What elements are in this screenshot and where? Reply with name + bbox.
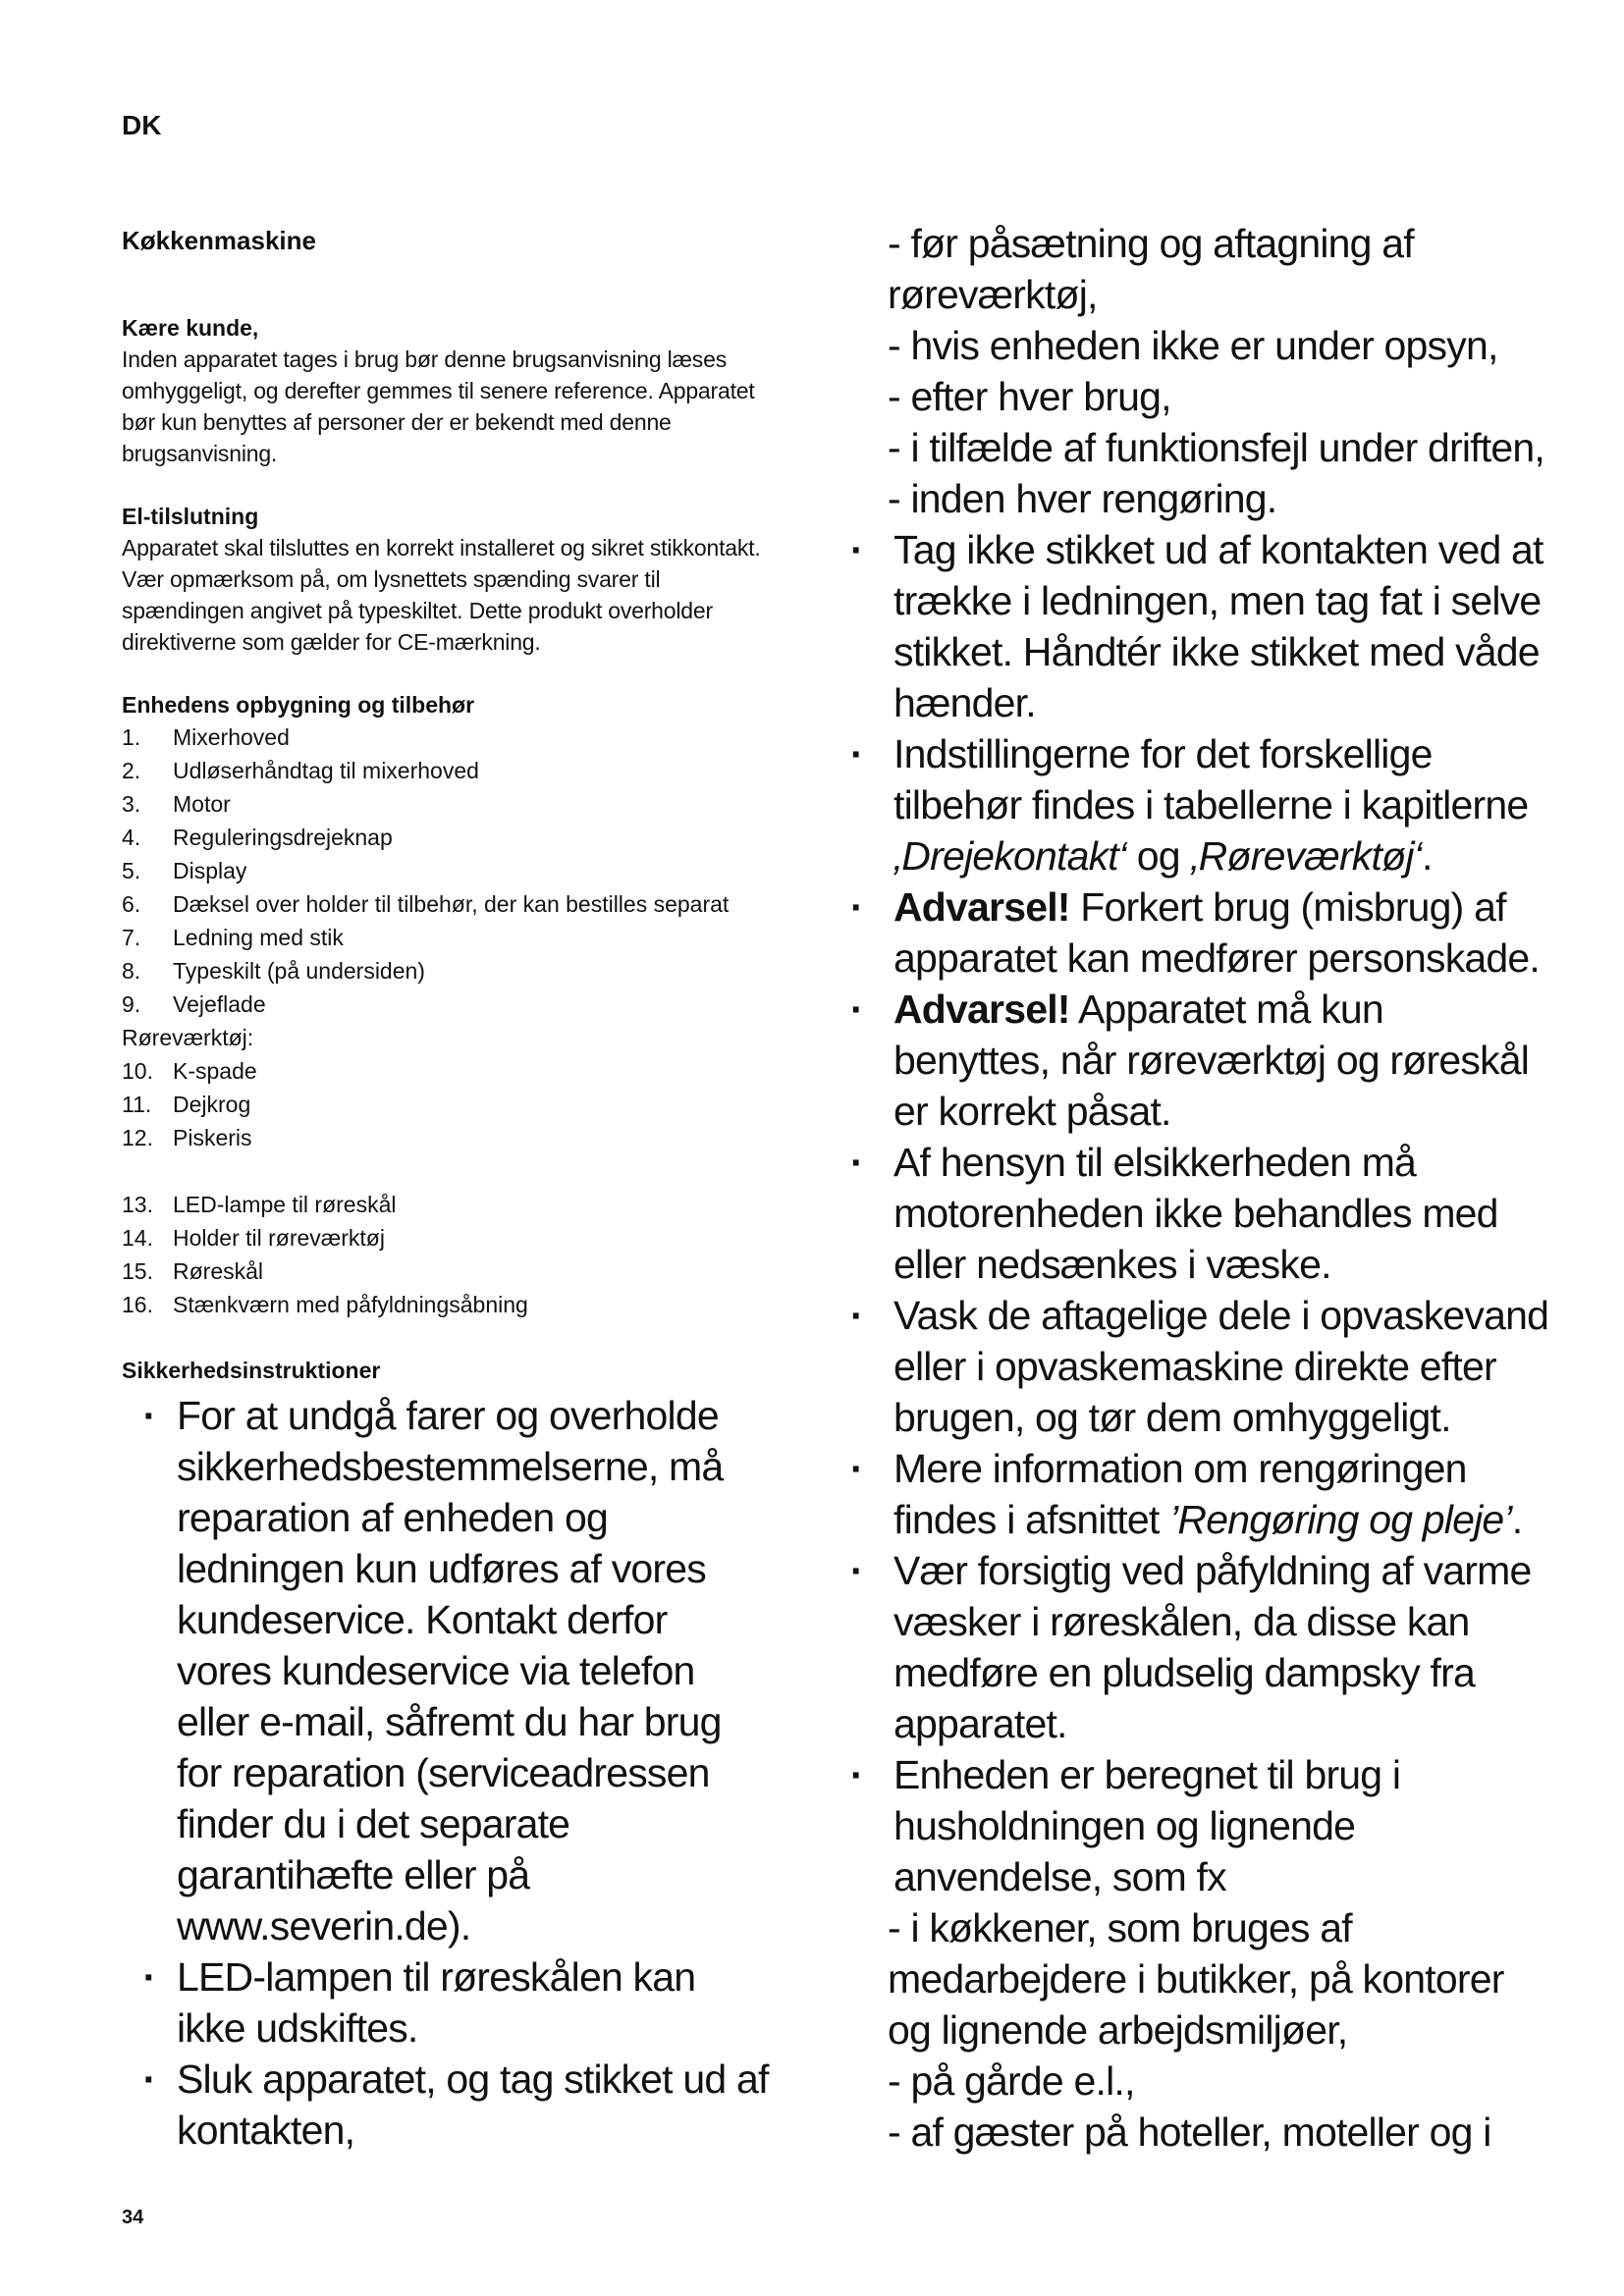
safety-bullet [842,984,1549,1137]
list-item [122,1054,770,1088]
list-item [122,1188,770,1221]
electrical-text-2: Vær opmærksom på, om lysnettets spænding svarer til spændingen angivet på typeskiltet. Dette produkt overholder direktiverne som gælder for CE-mærkning. [122,566,713,655]
bullet-icon: · [850,1140,863,1185]
page-number: 34 [122,2207,144,2228]
parts-list [122,721,770,1021]
item-number: 6. [122,891,141,917]
list-item [122,754,770,787]
bullet-icon: · [850,1752,863,1797]
sub-item: - i tilfælde af funktionsfejl under driften, [888,425,1544,470]
list-item [122,954,770,988]
safety-bullet [842,524,1549,728]
item-number: 1. [122,724,141,750]
bullet-text: Sluk apparatet, og tag stikket ud af kontakten, [177,2056,769,2153]
bullet-icon: · [850,527,863,572]
sub-item: - af gæster på hoteller, moteller og i [888,2109,1491,2155]
safety-bullet [842,1137,1549,1290]
list-item [122,887,770,921]
page-title: Køkkenmaskine [122,226,316,255]
bullet-text: LED-lampen til røreskålen kan ikke udskiftes. [177,1954,696,2051]
warning-label: Advarsel! [893,884,1070,930]
item-number: 8. [122,958,141,984]
tools-label: Røreværktøj: [122,1025,254,1050]
right-column [842,218,1549,2158]
item-text: Reguleringsdrejeknap [173,825,393,850]
electrical-text-1: Apparatet skal tilsluttes en korrekt installeret og sikret stikkontakt. [122,535,761,561]
item-number: 12. [122,1125,153,1150]
item-text: Piskeris [173,1125,252,1150]
bullet-text: Vask de aftagelige dele i opvaskevand eller i opvaskemaskine direkte efter brugen, og tør dem omhyggeligt. [893,1293,1549,1440]
item-text: Ledning med stik [173,925,344,950]
bullet-text: Enheden er beregnet til brug i husholdningen og lignende anvendelse, som fx [893,1752,1401,1899]
bullet-text: For at undgå farer og overholde sikkerhedsbestemmelserne, må reparation af enheden og ledningen kun udføres af vores kundeservice. Kontakt derfor vores kundeservice via telefon eller e-mail, såfremt du har brug for reparation (serviceadressen finder du i det separate garantihæfte eller på www.severin.de). [177,1393,724,1949]
bullet-icon: · [850,1293,863,1338]
item-text: Dejkrog [173,1092,251,1117]
item-text: Motor [173,791,231,817]
extras-list [122,1188,770,1321]
safety-bullet [122,1390,770,1951]
intro-heading: Kære kunde, [122,315,259,341]
safety-bullet [842,1749,1549,1902]
safety-bullet [842,1443,1549,1545]
bullet-text: Advarsel! Apparatet må kun benyttes, når røreværktøj og røreskål er korrekt påsat. [893,987,1530,1134]
item-number: 15. [122,1258,153,1284]
bullet-icon: · [142,2056,156,2102]
bullet-text: Indstillingerne for det forskellige tilbehør findes i tabellerne i kapitlerne ‚Drejekontakt‘ og ‚Røreværktøj‘. [893,731,1529,879]
item-number: 9. [122,991,141,1017]
safety-bullet [842,1290,1549,1443]
item-text: Holder til røreværktøj [173,1225,385,1251]
bullet-icon: · [850,884,863,930]
safety-bullet [842,1545,1549,1749]
item-number: 2. [122,758,141,783]
bullet-icon: · [850,1548,863,1593]
item-number: 14. [122,1225,153,1251]
bullet-icon: · [850,1446,863,1491]
language-code: DK [122,110,162,140]
item-number: 5. [122,858,141,883]
list-item [122,1288,770,1321]
safety-bullet [122,2054,770,2156]
item-text: Udløserhåndtag til mixerhoved [173,758,479,783]
item-text: Vejeflade [173,991,266,1017]
item-number: 16. [122,1292,153,1317]
list-item [122,1121,770,1154]
parts-heading: Enhedens opbygning og tilbehør [122,692,475,718]
left-column [122,224,770,2156]
item-text: Stænkværn med påfyldningsåbning [173,1292,528,1317]
item-number: 7. [122,925,141,950]
item-text: Dæksel over holder til tilbehør, der kan bestilles separat [173,891,730,917]
list-item [122,721,770,754]
bullet-icon: · [142,1954,156,2000]
sub-item: - inden hver rengøring. [888,476,1277,521]
tools-list [122,1054,770,1154]
sub-item: - i køkkener, som bruges af medarbejdere i butikker, på kontorer og lignende arbejdsmiljøer, [888,1905,1504,2053]
list-item [122,787,770,821]
list-item [122,921,770,954]
item-number: 10. [122,1058,153,1084]
safety-bullet [842,728,1549,881]
bullet-text: Mere information om rengøringen findes i afsnittet ’Rengøring og pleje’. [893,1446,1523,1542]
safety-bullet [842,881,1549,984]
sub-item: - hvis enheden ikke er under opsyn, [888,323,1498,368]
bullet-text: Tag ikke stikket ud af kontakten ved at trække i ledningen, men tag fat i selve stikket. Håndtér ikke stikket med våde hænder. [893,527,1543,725]
list-item [122,854,770,887]
sub-item: - på gårde e.l., [888,2058,1135,2104]
bullet-text: Vær forsigtig ved påfyldning af varme væsker i røreskålen, da disse kan medføre en pludselig dampsky fra apparatet. [893,1548,1532,1746]
item-text: K-spade [173,1058,257,1084]
item-number: 3. [122,791,141,817]
list-item [122,1255,770,1288]
item-number: 4. [122,825,141,850]
item-text: LED-lampe til røreskål [173,1192,397,1217]
bullet-text: Advarsel! Forkert brug (misbrug) af apparatet kan medfører personskade. [893,884,1540,981]
item-text: Display [173,858,247,883]
bullet-icon: · [142,1393,156,1438]
electrical-heading: El-tilslutning [122,504,259,529]
item-number: 13. [122,1192,153,1217]
list-item [122,988,770,1021]
warning-label: Advarsel! [893,987,1070,1032]
bullet-icon: · [850,731,863,776]
list-item [122,1088,770,1121]
list-item [122,1221,770,1255]
list-item [122,821,770,854]
item-text: Mixerhoved [173,724,290,750]
safety-heading: Sikkerhedsinstruktioner [122,1358,381,1383]
bullet-text: Af hensyn til elsikkerheden må motorenheden ikke behandles med eller nedsænkes i væske. [893,1140,1498,1287]
sub-item: - efter hver brug, [888,374,1171,419]
item-number: 11. [122,1092,152,1117]
item-text: Røreskål [173,1258,264,1284]
sub-item: - før påsætning og aftagning af røreværktøj, [888,221,1414,317]
intro-text: Inden apparatet tages i brug bør denne brugsanvisning læses omhyggeligt, og derefter gemmes til senere reference. Apparatet bør kun benyttes af personer der er bekendt med denne brugsanvisning. [122,347,755,466]
item-text: Typeskilt (på undersiden) [173,958,425,984]
bullet-icon: · [850,987,863,1032]
safety-bullet [122,1951,770,2054]
